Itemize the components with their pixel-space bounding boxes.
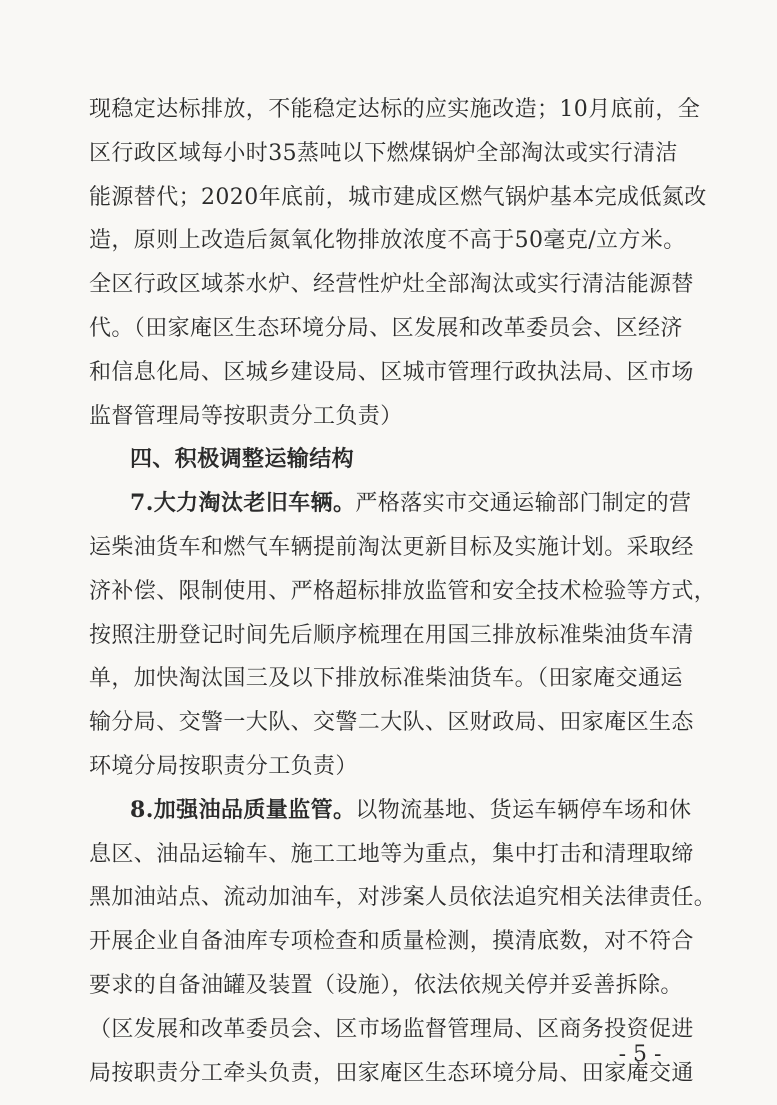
item-7-first-line-text: 严格落实市交通运输部门制定的营 [355, 491, 692, 517]
item-7-title: 7.大力淘汰老旧车辆。 [130, 490, 356, 517]
body-line: 监督管理局等按职责分工负责） [89, 403, 403, 429]
document-body [89, 88, 717, 1095]
body-line: 现稳定达标排放，不能稳定达标的应实施改造；10月底前，全 [89, 97, 701, 122]
item-8-first-line [89, 789, 692, 833]
section-heading: 四、积极调整运输结构 [130, 447, 355, 473]
item-8-line: 开展企业自备油库专项检查和质量检测，摸清底数，对不符合 [89, 929, 694, 955]
item-7-line: 环境分局按职责分工负责） [89, 753, 358, 779]
body-line: 全区行政区域茶水炉、经营性炉灶全部淘汰或实行清洁能源替 [89, 272, 694, 298]
body-line: 造，原则上改造后氮氧化物排放浓度不高于50毫克/立方米。 [89, 228, 686, 254]
item-7-line: 单，加快淘汰国三及以下排放标准柴油货车。（田家庵交通运 [89, 666, 683, 692]
item-8-line: 黑加油站点、流动加油车，对涉案人员依法追究相关法律责任。 [89, 885, 717, 911]
item-8-line: （区发展和改革委员会、区市场监督管理局、区商务投资促进 [89, 1016, 694, 1042]
page-number: - 5 - [618, 1042, 662, 1067]
item-7-line: 济补偿、限制使用、严格超标排放监管和安全技术检验等方式， [89, 578, 717, 604]
item-8-line: 要求的自备油罐及装置（设施），依法依规关停并妥善拆除。 [89, 972, 683, 998]
item-8-first-line-text: 以物流基地、货运车辆停车场和休 [355, 797, 692, 823]
item-7-line: 运柴油货车和燃气车辆提前淘汰更新目标及实施计划。采取经 [89, 534, 694, 560]
body-line: 代。（田家庵区生态环境分局、区发展和改革委员会、区经济 [89, 315, 683, 341]
item-8-title: 8.加强油品质量监管。 [130, 796, 356, 823]
item-8-line: 息区、油品运输车、施工工地等为重点，集中打击和清理取缔 [89, 841, 694, 867]
item-7-first-line [89, 482, 692, 526]
body-line: 能源替代；2020年底前，城市建成区燃气锅炉基本完成低氮改 [89, 184, 707, 210]
item-8-line: 局按职责分工牵头负责，田家庵区生态环境分局、田家庵交通 [89, 1060, 694, 1086]
item-7-line: 输分局、交警一大队、交警二大队、区财政局、田家庵区生态 [89, 710, 694, 736]
item-7-line: 按照注册登记时间先后顺序梳理在用国三排放标准柴油货车清 [89, 622, 694, 648]
body-line: 区行政区域每小时35蒸吨以下燃煤锅炉全部淘汰或实行清洁 [89, 140, 678, 166]
body-line: 和信息化局、区城乡建设局、区城市管理行政执法局、区市场 [89, 359, 694, 385]
